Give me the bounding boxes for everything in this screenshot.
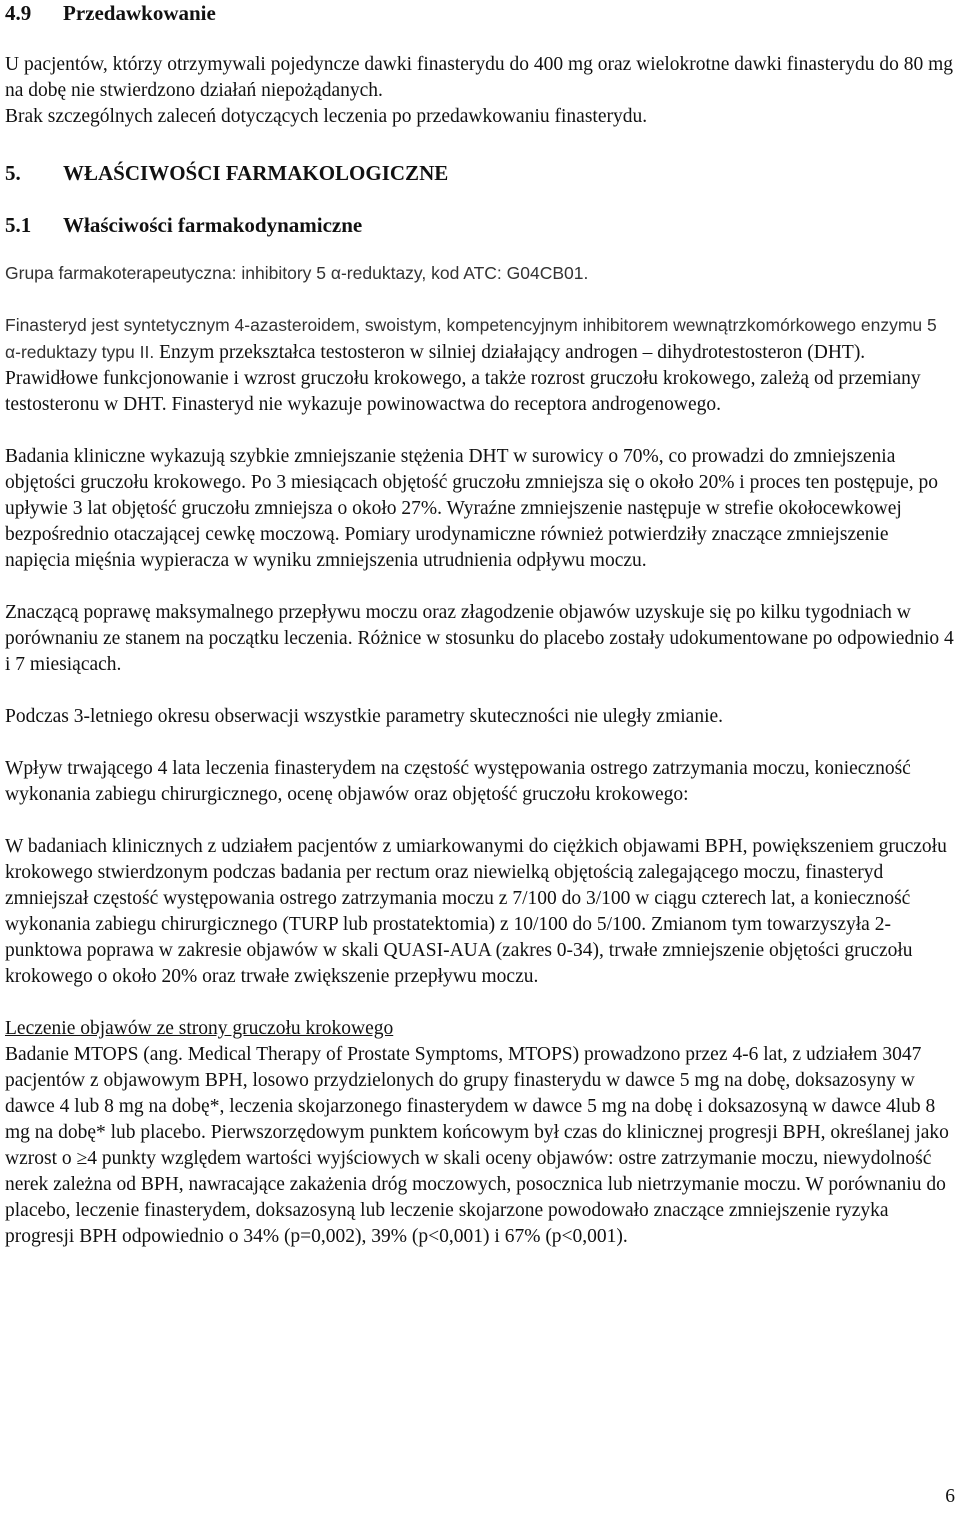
overdose-treatment-paragraph: Brak szczególnych zaleceń dotyczących leczenia po przedawkowaniu finasterydu.	[5, 106, 648, 127]
three-year-paragraph: Podczas 3-letniego okresu obserwacji wszystkie parametry skuteczności nie uległy zmianie.	[5, 706, 724, 727]
four-year-paragraph: Wpływ trwającego 4 lata leczenia finasterydem na częstość występowania ostrego zatrzymania moczu, konieczność wykonania zabiegu chirurgicznego, ocenę objawów oraz objętość gruczołu krokowego:	[5, 758, 911, 805]
mechanism-sentence: Finasteryd jest syntetycznym 4-azasteroidem, swoistym, kompetencyjnym inhibitorem wewnątrzkomórkowego enzymu 5 α-reduktazy typu II.	[5, 315, 937, 362]
page-number: 6	[945, 1486, 955, 1507]
overdose-heading-title: Przedawkowanie	[63, 1, 216, 25]
overdose-paragraph: U pacjentów, którzy otrzymywali pojedyncze dawki finasterydu do 400 mg oraz wielokrotne dawki finasterydu do 80 mg na dobę nie stwierdzono działań niepożądanych.	[5, 54, 954, 101]
mtops-paragraph: Badanie MTOPS (ang. Medical Therapy of Prostate Symptoms, MTOPS) prowadzono przez 4-6 lat, z udziałem 3047 pacjentów z objawowym BPH, losowo przydzielonych do grupy finasterydu w dawce 5 mg na dobę, doksazosyny w dawce 4 lub 8 mg na dobę*, leczenia skojarzonego finasterydem w dawce 5 mg na dobę i doksazosyną w dawce 4lub 8 mg na dobę* lub placebo. Pierwszorzędowym punktem końcowym był czas do klinicznej progresji BPH, określanej jako wzrost o ≥4 punkty względem wartości wyjściowych w skali oceny objawów: ostre zatrzymanie moczu, niewydolność nerek zależna od BPH, nawracające zakażenia dróg moczowych, posocznica lub nietrzymanie moczu. W porównaniu do placebo, leczenie finasterydem, doksazosyną lub leczenie skojarzone powodowało znaczące zmniejszenie ryzyka progresji BPH odpowiednio o 34% (p=0,002), 39% (p<0,001) i 67% (p<0,001).	[5, 1044, 949, 1247]
symptoms-subheading: Leczenie objawów ze strony gruczołu krokowego	[5, 1018, 394, 1039]
section-5-1-heading	[5, 212, 955, 238]
section-5-1-number: 5.1	[5, 213, 32, 237]
pharmacotherapeutic-group: Grupa farmakoterapeutyczna: inhibitory 5 α-reduktazy, kod ATC: G04CB01.	[5, 263, 589, 283]
section-5-1-title: Właściwości farmakodynamiczne	[63, 213, 363, 237]
overdose-heading-number: 4.9	[5, 1, 32, 25]
overdose-heading	[5, 0, 955, 26]
mechanism-detail: Enzym przekształca testosteron w silniej działający androgen – dihydrotestosteron (DHT). Prawidłowe funkcjonowanie i wzrost gruczołu krokowego, a także rozrost gruczołu krokowego, zależą od przemiany testosteronu w DHT. Finasteryd nie wykazuje powinowactwa do receptora androgenowego.	[5, 342, 921, 415]
improvement-paragraph: Znaczącą poprawę maksymalnego przepływu moczu oraz złagodzenie objawów uzyskuje się po kilku tygodniach w porównaniu ze stanem na początku leczenia. Różnice w stosunku do placebo zostały udokumentowane po odpowiednio 4 i 7 miesiącach.	[5, 602, 954, 675]
trials-paragraph: W badaniach klinicznych z udziałem pacjentów z umiarkowanymi do ciężkich objawami BPH, powiększeniem gruczołu krokowego stwierdzonym podczas badania per rectum oraz niewielką objętością zalegającego moczu, finasteryd zmniejszał częstość występowania ostrego zatrzymania moczu z 7/100 do 3/100 w ciągu czterech lat, a konieczność wykonania zabiegu chirurgicznego (TURP lub prostatektomia) z 10/100 do 5/100. Zmianom tym towarzyszyła 2-punktowa poprawa w zakresie objawów w skali QUASI-AUA (zakres 0-34), trwałe zmniejszenie objętości gruczołu krokowego o około 20% oraz trwałe zwiększenie przepływu moczu.	[5, 836, 947, 987]
section-5-number: 5.	[5, 161, 21, 185]
clinical-studies-paragraph: Badania kliniczne wykazują szybkie zmniejszanie stężenia DHT w surowicy o 70%, co prowadzi do zmniejszenia objętości gruczołu krokowego. Po 3 miesiącach objętość gruczołu zmniejsza się o około 20% i proces ten postępuje, po upływie 3 lat objętość gruczołu zmniejsza o około 27%. Wyraźne zmniejszenie następuje w strefie okołocewkowej bezpośrednio otaczającej cewkę moczową. Pomiary urodynamiczne również potwierdziły znaczące zmniejszenie napięcia mięśnia wypieracza w wyniku zmniejszenia utrudnienia odpływu moczu.	[5, 446, 939, 571]
document-page	[5, 0, 955, 1250]
section-5-title: WŁAŚCIWOŚCI FARMAKOLOGICZNE	[63, 161, 449, 185]
mechanism-paragraph	[5, 312, 955, 418]
section-5-heading	[5, 160, 955, 186]
